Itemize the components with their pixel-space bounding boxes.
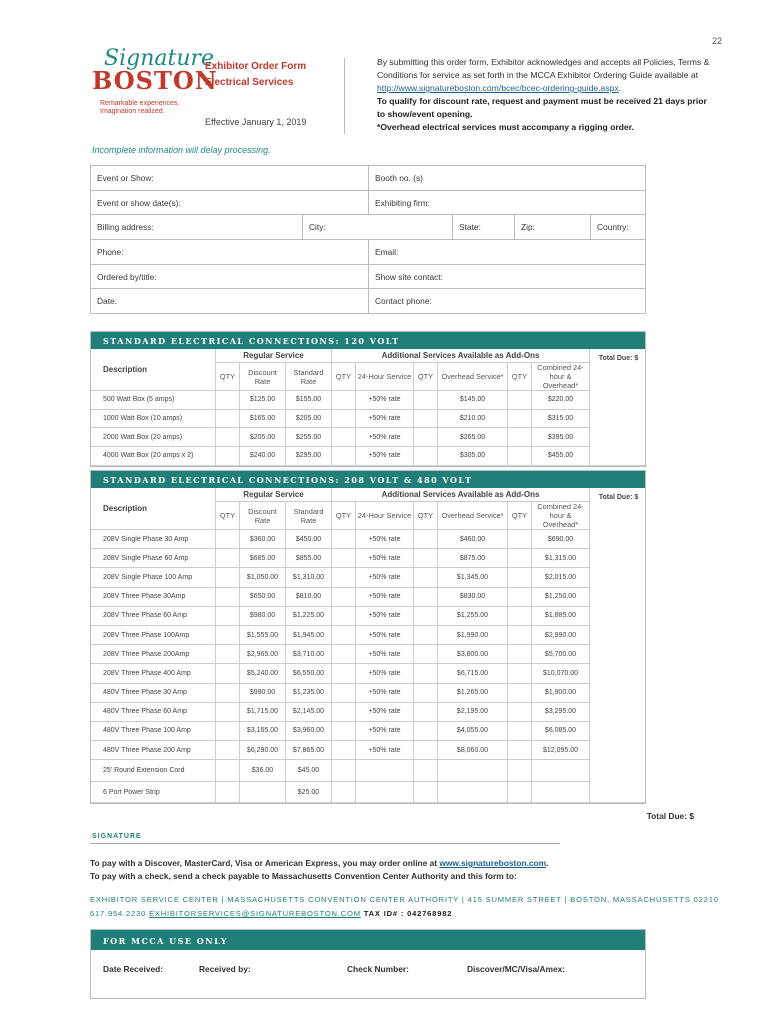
qty-input[interactable] — [508, 626, 532, 645]
standard-rate-header: Standard Rate — [286, 363, 332, 391]
row-description: 208V Single Phase 60 Amp — [91, 549, 216, 568]
qty-input[interactable] — [508, 664, 532, 683]
qty-input[interactable] — [414, 447, 438, 466]
incomplete-warning: Incomplete information will delay processing. — [92, 145, 271, 155]
overhead-rate — [438, 760, 508, 782]
row-description: 208V Single Phase 30 Amp — [91, 530, 216, 549]
discount-rate: $2,965.00 — [240, 645, 286, 664]
ordering-guide-link[interactable]: http://www.signatureboston.com/bcec/bcec-ordering-guide.aspx — [377, 83, 619, 93]
contact-phone-field[interactable]: Contact phone: — [368, 289, 646, 313]
overhead-rate: $265.00 — [438, 428, 508, 447]
h24-rate — [356, 782, 414, 804]
h24-rate: +50% rate — [356, 684, 414, 703]
standard-rate: $810.00 — [286, 588, 332, 607]
billing-address-field[interactable]: Billing address: — [90, 215, 302, 239]
h24-rate: +50% rate — [356, 391, 414, 410]
qty-input[interactable] — [414, 607, 438, 626]
qty-input[interactable] — [508, 760, 532, 782]
form-title-line1: Exhibitor Order Form — [205, 61, 307, 72]
standard-rate: $1,235.00 — [286, 684, 332, 703]
qty-input[interactable] — [508, 741, 532, 760]
regular-service-header: Regular Service — [216, 488, 332, 502]
check-number-label: Check Number: — [347, 964, 409, 974]
qty-input[interactable] — [216, 684, 240, 703]
qty-header: QTY — [508, 502, 532, 530]
standard-rate: $1,225.00 — [286, 607, 332, 626]
row-description: 480V Three Phase 30 Amp — [91, 684, 216, 703]
qty-input[interactable] — [414, 645, 438, 664]
event-dates-field[interactable]: Event or show date(s): — [90, 191, 368, 215]
h24-rate: +50% rate — [356, 588, 414, 607]
overhead-rate: $3,800.00 — [438, 645, 508, 664]
qty-input[interactable] — [332, 410, 356, 429]
combined-rate — [532, 760, 590, 782]
standard-rate-header: Standard Rate — [286, 502, 332, 530]
qty-header: QTY — [414, 363, 438, 391]
qty-input[interactable] — [508, 568, 532, 587]
mcca-use-only-box — [90, 929, 646, 999]
qty-input[interactable] — [216, 703, 240, 722]
combined-rate: $395.00 — [532, 428, 590, 447]
discount-rate: $125.00 — [240, 391, 286, 410]
row-description: 480V Three Phase 100 Amp — [91, 722, 216, 741]
qty-input[interactable] — [508, 607, 532, 626]
standard-rate: $3,960.00 — [286, 722, 332, 741]
qty-input[interactable] — [216, 530, 240, 549]
qty-input[interactable] — [216, 722, 240, 741]
h24-rate: +50% rate — [356, 568, 414, 587]
combined-rate: $3,295.00 — [532, 703, 590, 722]
standard-rate: $255.00 — [286, 428, 332, 447]
qty-input[interactable] — [414, 664, 438, 683]
row-description: 208V Single Phase 100 Amp — [91, 568, 216, 587]
row-description: 6 Port Power Strip — [91, 782, 216, 804]
qty-input[interactable] — [332, 626, 356, 645]
signature-label: SIGNATURE — [92, 833, 142, 840]
row-description: 500 Watt Box (5 amps) — [91, 391, 216, 410]
zip-field[interactable]: Zip: — [514, 215, 590, 239]
h24-rate — [356, 760, 414, 782]
qty-header: QTY — [332, 363, 356, 391]
payment-instructions — [90, 857, 548, 883]
qty-input[interactable] — [332, 530, 356, 549]
qty-header: QTY — [332, 502, 356, 530]
qty-input[interactable] — [508, 549, 532, 568]
combined-rate: $455.00 — [532, 447, 590, 466]
overhead-service-header: Overhead Service* — [438, 502, 508, 530]
discount-rate: $650.00 — [240, 588, 286, 607]
qty-input[interactable] — [508, 684, 532, 703]
qty-input[interactable] — [414, 703, 438, 722]
qty-input[interactable] — [414, 391, 438, 410]
grand-total-label: Total Due: $ — [646, 811, 694, 821]
combined-rate: $220.00 — [532, 391, 590, 410]
qty-input[interactable] — [216, 568, 240, 587]
qty-input[interactable] — [508, 410, 532, 429]
overhead-rate: $305.00 — [438, 447, 508, 466]
qty-input[interactable] — [332, 664, 356, 683]
qty-header: QTY — [216, 363, 240, 391]
h24-service-header: 24-Hour Service — [356, 502, 414, 530]
combined-rate: $1,900.00 — [532, 684, 590, 703]
mcca-fields — [91, 950, 645, 974]
overhead-rate: $875.00 — [438, 549, 508, 568]
qty-input[interactable] — [332, 549, 356, 568]
signature-line[interactable] — [90, 843, 560, 844]
logo-tagline-1: Remarkable experiences. — [100, 100, 180, 107]
qty-input[interactable] — [216, 549, 240, 568]
overhead-rate: $2,195.00 — [438, 703, 508, 722]
h24-rate: +50% rate — [356, 722, 414, 741]
qty-input[interactable] — [332, 741, 356, 760]
row-description: 1000 Watt Box (10 amps) — [91, 410, 216, 429]
row-description: 208V Three Phase 60 Amp — [91, 607, 216, 626]
standard-rate: $855.00 — [286, 549, 332, 568]
intro-link-end: . — [618, 83, 622, 93]
info-row — [90, 191, 646, 216]
qty-input[interactable] — [508, 782, 532, 804]
qty-input[interactable] — [508, 447, 532, 466]
qty-input[interactable] — [332, 645, 356, 664]
qty-input[interactable] — [216, 588, 240, 607]
qty-input[interactable] — [332, 447, 356, 466]
combined-rate: $10,070.00 — [532, 664, 590, 683]
pay-check-text: To pay with a check, send a check payable to Massachusetts Convention Center Authority and this form to: — [90, 871, 517, 881]
combined-rate: $12,095.00 — [532, 741, 590, 760]
qty-input[interactable] — [414, 722, 438, 741]
h24-rate: +50% rate — [356, 447, 414, 466]
overhead-service-header: Overhead Service* — [438, 363, 508, 391]
card-type-label: Discover/MC/Visa/Amex: — [467, 964, 566, 974]
row-description: 208V Three Phase 30Amp — [91, 588, 216, 607]
qty-input[interactable] — [332, 722, 356, 741]
h24-rate: +50% rate — [356, 626, 414, 645]
qty-input[interactable] — [508, 391, 532, 410]
mcca-title: FOR MCCA USE ONLY — [91, 930, 645, 950]
qty-input[interactable] — [414, 741, 438, 760]
combined-rate: $315.00 — [532, 410, 590, 429]
overhead-rate: $1,345.00 — [438, 568, 508, 587]
received-by-label: Received by: — [199, 964, 251, 974]
combined-header: Combined 24-hour & Overhead* — [532, 363, 590, 391]
discount-rate: $36.00 — [240, 760, 286, 782]
qty-input[interactable] — [414, 568, 438, 587]
logo-boston: BOSTON — [92, 66, 218, 95]
overhead-rate: $1,255.00 — [438, 607, 508, 626]
qty-input[interactable] — [508, 722, 532, 741]
intro-terms: By submitting this order form, Exhibitor acknowledges and accepts all Policies, Terms & Conditions for service as set forth in the MCCA Exhibitor Ordering Guide available at — [377, 57, 710, 80]
additional-services-header: Additional Services Available as Add-Ons — [332, 349, 590, 363]
qty-header: QTY — [414, 502, 438, 530]
standard-rate: $155.00 — [286, 391, 332, 410]
overhead-rate: $1,265.00 — [438, 684, 508, 703]
qty-input[interactable] — [332, 703, 356, 722]
email-field[interactable]: Email: — [368, 240, 646, 264]
event-show-field[interactable]: Event or Show: — [90, 166, 368, 190]
description-header: Description — [91, 349, 216, 391]
qty-input[interactable] — [414, 626, 438, 645]
qty-input[interactable] — [332, 782, 356, 804]
exhibiting-firm-field[interactable]: Exhibiting firm: — [368, 191, 646, 215]
combined-rate: $1,885.00 — [532, 607, 590, 626]
qty-header: QTY — [216, 502, 240, 530]
combined-rate: $1,250.00 — [532, 588, 590, 607]
overhead-rate: $210.00 — [438, 410, 508, 429]
address-line: EXHIBITOR SERVICE CENTER | MASSACHUSETTS CONVENTION CENTER AUTHORITY | 415 SUMMER STREET | BOSTON, MASSACHUSETTS 02210 — [90, 895, 719, 904]
qty-input[interactable] — [216, 782, 240, 804]
row-description: 4000 Watt Box (20 amps x 2) — [91, 447, 216, 466]
h24-rate: +50% rate — [356, 741, 414, 760]
discount-rate: $1,715.00 — [240, 703, 286, 722]
qty-input[interactable] — [414, 530, 438, 549]
discount-rate-header: Discount Rate — [240, 502, 286, 530]
info-row — [90, 166, 646, 191]
table-208-480-volt-title: STANDARD ELECTRICAL CONNECTIONS: 208 VOLT & 480 VOLT — [91, 471, 645, 488]
table-208-480-volt — [90, 470, 646, 804]
overhead-rate: $1,990.00 — [438, 626, 508, 645]
qty-input[interactable] — [332, 568, 356, 587]
discount-rate: $980.00 — [240, 607, 286, 626]
discount-rate-header: Discount Rate — [240, 363, 286, 391]
qty-input[interactable] — [414, 782, 438, 804]
additional-services-header: Additional Services Available as Add-Ons — [332, 488, 590, 502]
qty-input[interactable] — [332, 428, 356, 447]
combined-rate: $5,700.00 — [532, 645, 590, 664]
combined-rate: $2,990.00 — [532, 626, 590, 645]
combined-rate: $2,015.00 — [532, 568, 590, 587]
combined-rate — [532, 782, 590, 804]
row-description: 208V Three Phase 200Amp — [91, 645, 216, 664]
overhead-rate: $4,055.00 — [438, 722, 508, 741]
overhead-rate: $830.00 — [438, 588, 508, 607]
discount-rate: $240.00 — [240, 447, 286, 466]
h24-rate: +50% rate — [356, 664, 414, 683]
standard-rate: $7,865.00 — [286, 741, 332, 760]
standard-rate: $205.00 — [286, 410, 332, 429]
address-email[interactable]: EXHIBITORSERVICES@SIGNATUREBOSTON.COM — [148, 909, 361, 918]
discount-rate: $990.00 — [240, 684, 286, 703]
qty-input[interactable] — [216, 607, 240, 626]
qty-input[interactable] — [332, 391, 356, 410]
qty-input[interactable] — [414, 588, 438, 607]
qty-input[interactable] — [216, 428, 240, 447]
qty-header: QTY — [508, 363, 532, 391]
pay-card-end: . — [546, 858, 549, 868]
row-description: 2000 Watt Box (20 amps) — [91, 428, 216, 447]
qty-input[interactable] — [508, 428, 532, 447]
state-field[interactable]: State: — [452, 215, 514, 239]
country-field[interactable]: Country: — [590, 215, 646, 239]
exhibitor-info-grid — [90, 165, 646, 314]
discount-rate: $360.00 — [240, 530, 286, 549]
discount-rate: $5,240.00 — [240, 664, 286, 683]
combined-rate: $1,315.00 — [532, 549, 590, 568]
intro-text — [377, 56, 717, 134]
date-received-label: Date Received: — [103, 964, 164, 974]
combined-header: Combined 24-hour & Overhead* — [532, 502, 590, 530]
discount-rate: $6,290.00 — [240, 741, 286, 760]
pay-card-text: To pay with a Discover, MasterCard, Visa or American Express, you may order online at — [90, 858, 440, 868]
qty-input[interactable] — [414, 684, 438, 703]
qty-input[interactable] — [508, 530, 532, 549]
site-contact-field[interactable]: Show site contact: — [368, 265, 646, 289]
combined-rate: $6,085.00 — [532, 722, 590, 741]
overhead-rate: $145.00 — [438, 391, 508, 410]
qty-input[interactable] — [414, 549, 438, 568]
standard-rate: $25.00 — [286, 782, 332, 804]
h24-rate: +50% rate — [356, 607, 414, 626]
intro-overhead: *Overhead electrical services must accompany a rigging order. — [377, 122, 634, 132]
h24-rate: +50% rate — [356, 549, 414, 568]
qty-input[interactable] — [332, 607, 356, 626]
overhead-rate: $6,715.00 — [438, 664, 508, 683]
contact-line — [90, 907, 719, 921]
qty-input[interactable] — [332, 760, 356, 782]
total-due-header: Total Due: $ — [590, 488, 647, 803]
intro-discount: To qualify for discount rate, request and payment must be received 21 days prior to show/event opening. — [377, 96, 707, 119]
info-row — [90, 265, 646, 290]
standard-rate: $2,145.00 — [286, 703, 332, 722]
h24-rate: +50% rate — [356, 428, 414, 447]
standard-rate: $1,310.00 — [286, 568, 332, 587]
standard-rate: $450.00 — [286, 530, 332, 549]
table-208-480-volt-grid — [91, 488, 645, 803]
qty-input[interactable] — [508, 703, 532, 722]
qty-input[interactable] — [508, 588, 532, 607]
discount-rate: $1,555.00 — [240, 626, 286, 645]
discount-rate: $3,165.00 — [240, 722, 286, 741]
date-field[interactable]: Date: — [90, 289, 368, 313]
city-field[interactable]: City: — [302, 215, 452, 239]
discount-rate: $685.00 — [240, 549, 286, 568]
h24-rate: +50% rate — [356, 703, 414, 722]
tax-id: TAX ID# : 042768982 — [363, 909, 453, 918]
description-header: Description — [91, 488, 216, 530]
standard-rate: $45.00 — [286, 760, 332, 782]
discount-rate: $165.00 — [240, 410, 286, 429]
qty-input[interactable] — [216, 664, 240, 683]
qty-input[interactable] — [216, 741, 240, 760]
row-description: 208V Three Phase 100Amp — [91, 626, 216, 645]
standard-rate: $295.00 — [286, 447, 332, 466]
exhibitor-service-address — [90, 893, 719, 921]
qty-input[interactable] — [414, 760, 438, 782]
qty-input[interactable] — [216, 391, 240, 410]
table-120-volt — [90, 331, 646, 467]
table-120-volt-grid — [91, 349, 645, 466]
total-due-header: Total Due: $ — [590, 349, 647, 466]
h24-service-header: 24-Hour Service — [356, 363, 414, 391]
qty-input[interactable] — [508, 645, 532, 664]
regular-service-header: Regular Service — [216, 349, 332, 363]
form-title — [205, 59, 306, 91]
qty-input[interactable] — [216, 626, 240, 645]
row-description: 480V Three Phase 200 Amp — [91, 741, 216, 760]
qty-input[interactable] — [414, 428, 438, 447]
row-description: 25' Round Extension Cord — [91, 760, 216, 782]
overhead-rate — [438, 782, 508, 804]
booth-no-field[interactable]: Booth no. (s) — [368, 166, 646, 190]
logo-script: Signature — [104, 46, 215, 71]
h24-rate: +50% rate — [356, 645, 414, 664]
discount-rate: $1,050.00 — [240, 568, 286, 587]
row-description: 208V Three Phase 400 Amp — [91, 664, 216, 683]
qty-input[interactable] — [216, 447, 240, 466]
h24-rate: +50% rate — [356, 410, 414, 429]
phone-field[interactable]: Phone: — [90, 240, 368, 264]
h24-rate: +50% rate — [356, 530, 414, 549]
header-divider — [344, 58, 345, 134]
standard-rate: $1,945.00 — [286, 626, 332, 645]
order-online-link[interactable]: www.signatureboston.com — [439, 858, 547, 868]
logo-tagline-2: Imagination realized. — [100, 108, 165, 115]
info-row — [90, 289, 646, 314]
qty-input[interactable] — [332, 588, 356, 607]
address-phone: 617.954.2230 — [90, 909, 147, 918]
discount-rate — [240, 782, 286, 804]
qty-input[interactable] — [216, 760, 240, 782]
qty-input[interactable] — [216, 410, 240, 429]
table-120-volt-title: STANDARD ELECTRICAL CONNECTIONS: 120 VOLT — [91, 332, 645, 349]
form-title-line2: Electrical Services — [205, 77, 294, 88]
ordered-by-field[interactable]: Ordered by/title: — [90, 265, 368, 289]
effective-date: Effective January 1, 2019 — [205, 117, 307, 127]
qty-input[interactable] — [332, 684, 356, 703]
row-description: 480V Three Phase 60 Amp — [91, 703, 216, 722]
info-row — [90, 215, 646, 240]
qty-input[interactable] — [216, 645, 240, 664]
standard-rate: $3,710.00 — [286, 645, 332, 664]
discount-rate: $205.00 — [240, 428, 286, 447]
overhead-rate: $8,060.00 — [438, 741, 508, 760]
overhead-rate: $460.00 — [438, 530, 508, 549]
combined-rate: $690.00 — [532, 530, 590, 549]
info-row — [90, 240, 646, 265]
page-number: 22 — [711, 36, 722, 46]
standard-rate: $6,550.00 — [286, 664, 332, 683]
qty-input[interactable] — [414, 410, 438, 429]
